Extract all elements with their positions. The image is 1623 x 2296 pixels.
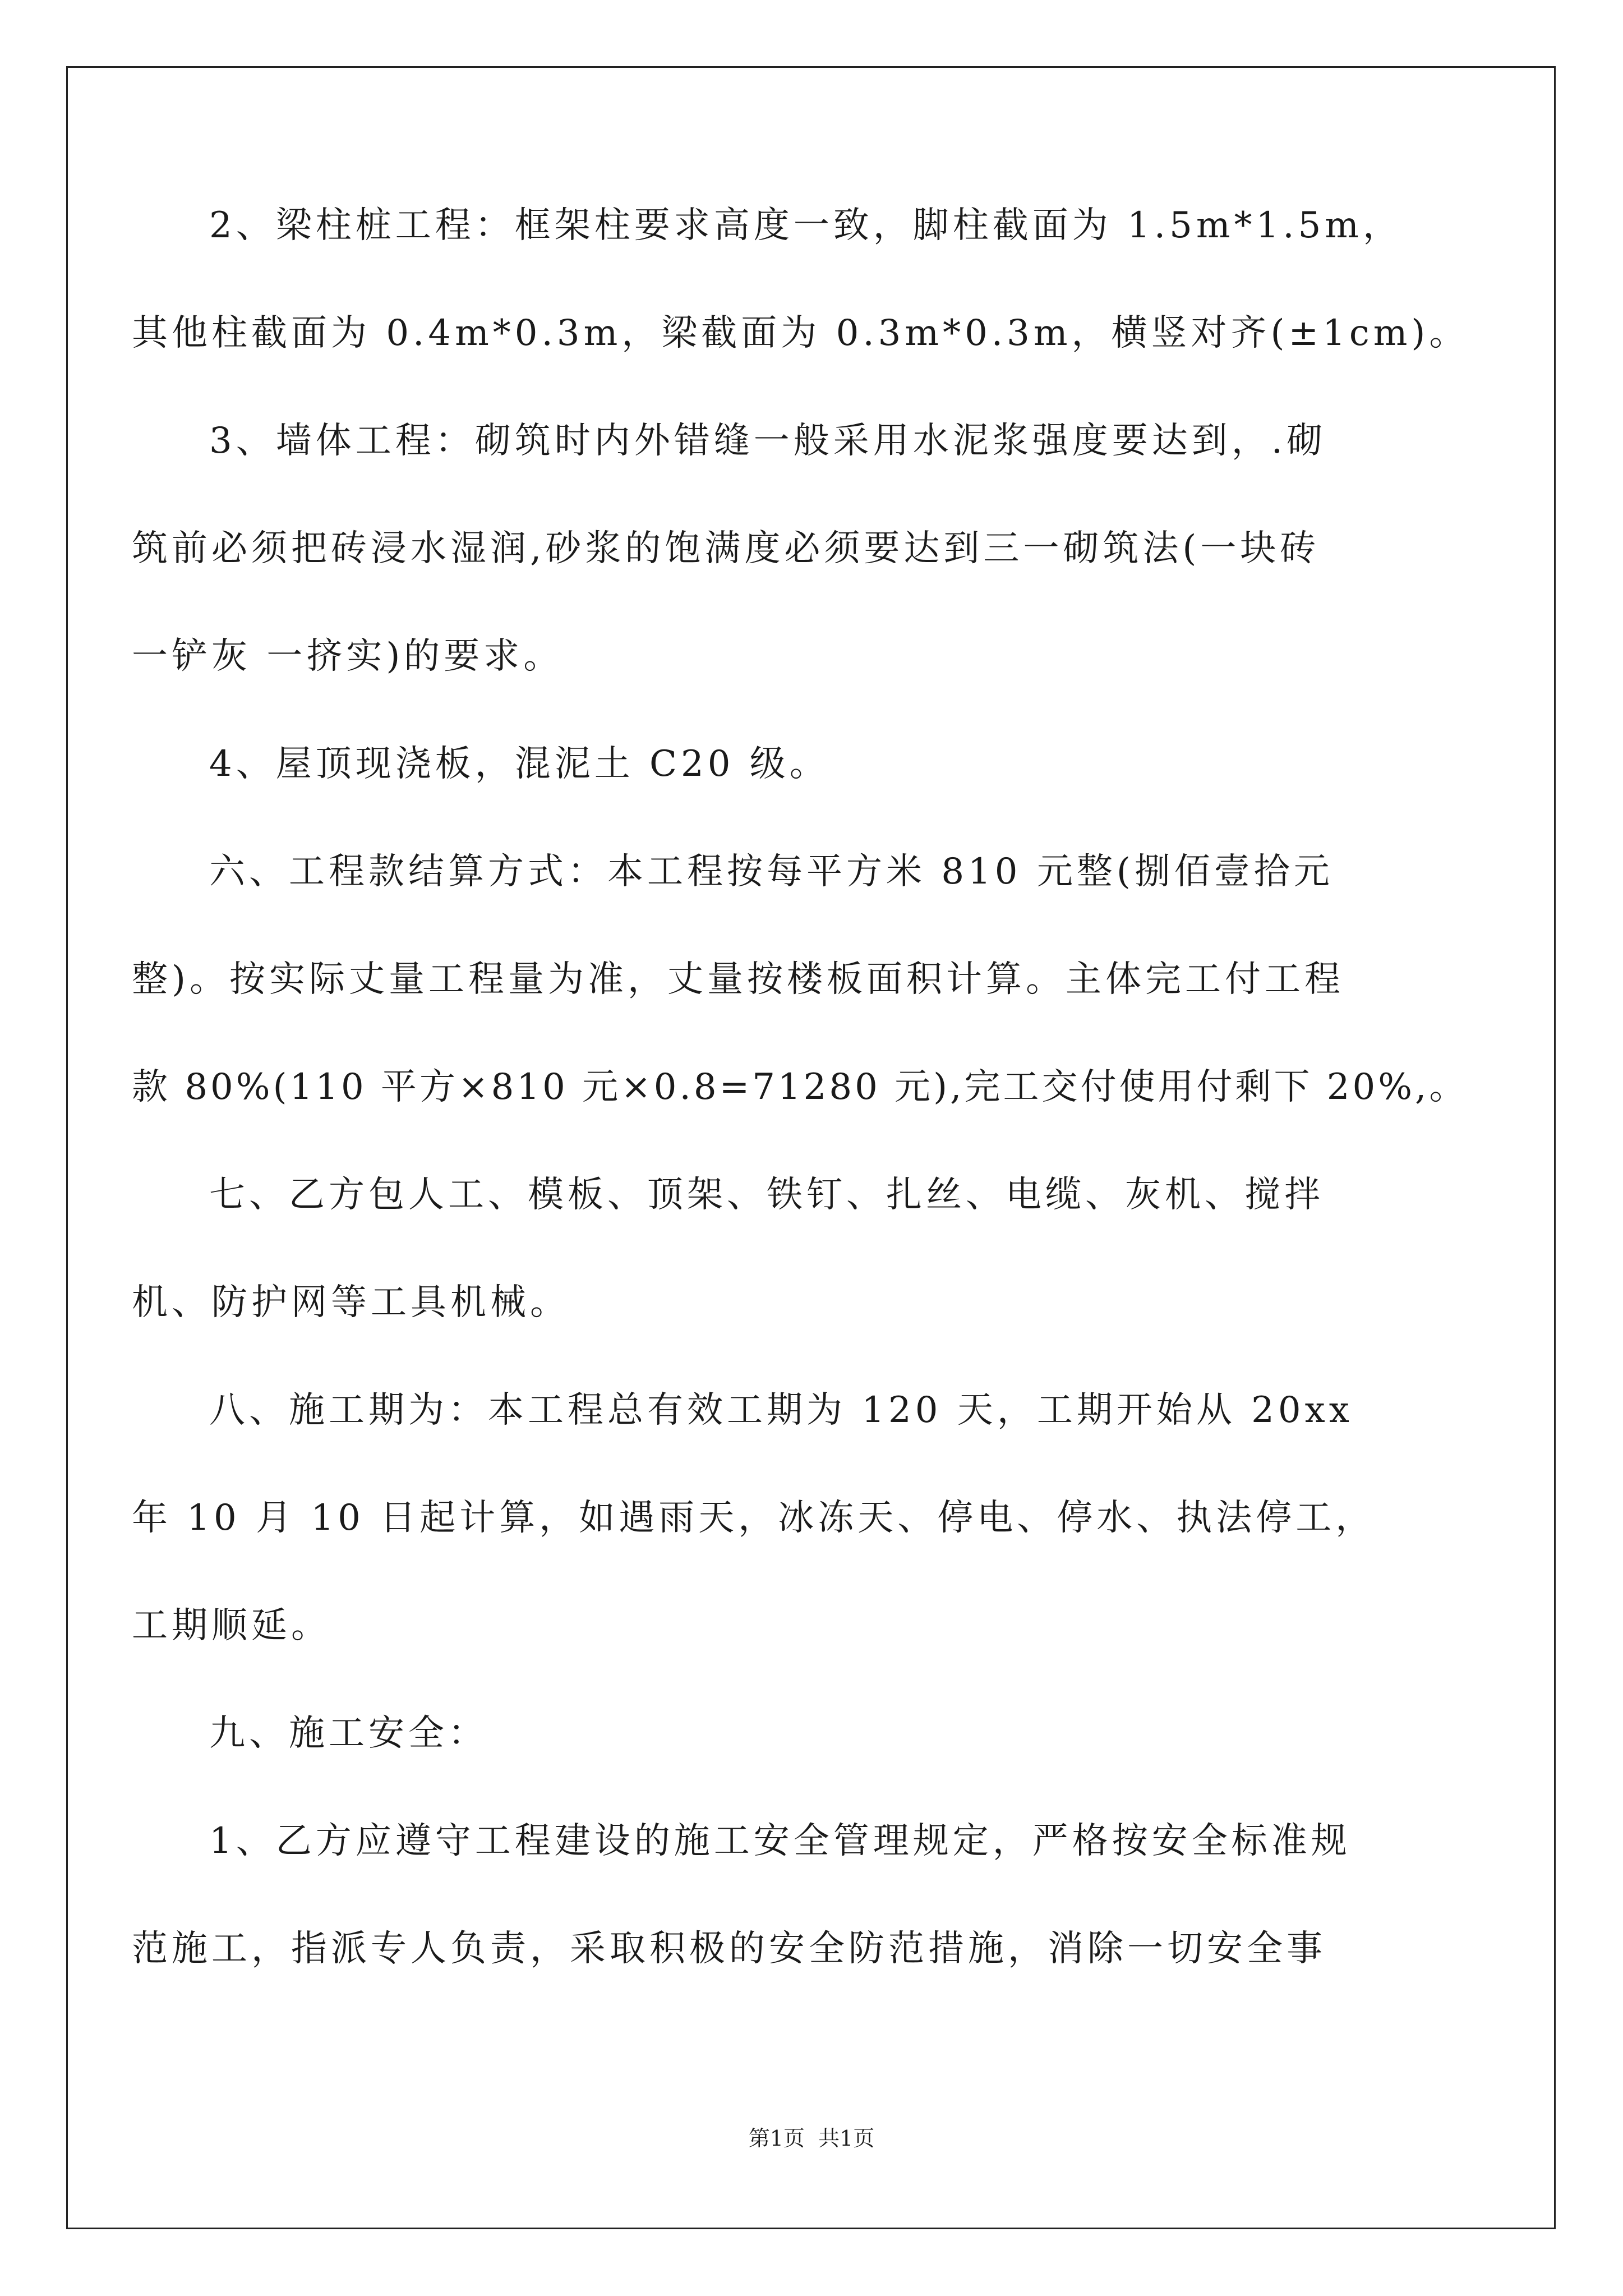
paragraph-line: 工期顺延。 [132, 1605, 331, 1646]
paragraph-line: 机、防护网等工具机械。 [132, 1282, 570, 1323]
paragraph-line: 3、墙体工程：砌筑时内外错缝一般采用水泥浆强度要达到，.砌 [209, 420, 1327, 462]
paragraph-line: 1、乙方应遵守工程建设的施工安全管理规定，严格按安全标准规 [209, 1820, 1351, 1862]
paragraph-line: 六、工程款结算方式：本工程按每平方米 810 元整(捌佰壹拾元 [209, 851, 1334, 892]
paragraph-line: 一铲灰 一挤实)的要求。 [132, 636, 564, 677]
paragraph-line: 九、施工安全： [209, 1713, 488, 1754]
document-body [132, 205, 1489, 2039]
paragraph-line: 整)。按实际丈量工程量为准，丈量按楼板面积计算。主体完工付工程 [132, 959, 1344, 1000]
page-footer: 第1页 共1页 [748, 2126, 875, 2151]
paragraph-line: 2、梁柱桩工程：框架柱要求高度一致，脚柱截面为 1.5m*1.5m， [209, 205, 1403, 246]
paragraph-line: 年 10 月 10 日起计算，如遇雨天，冰冻天、停电、停水、执法停工， [132, 1497, 1376, 1539]
paragraph-line: 七、乙方包人工、模板、顶架、铁钉、扎丝、电缆、灰机、搅拌 [209, 1174, 1324, 1216]
paragraph-line: 八、施工期为：本工程总有效工期为 120 天，工期开始从 20xx [209, 1389, 1353, 1431]
paragraph-line: 范施工，指派专人负责，采取积极的安全防范措施，消除一切安全事 [132, 1928, 1326, 1970]
paragraph-line: 4、屋顶现浇板，混泥土 C20 级。 [209, 743, 829, 785]
paragraph-line: 其他柱截面为 0.4m*0.3m，梁截面为 0.3m*0.3m，横竖对齐(±1cm)。 [132, 312, 1469, 354]
paragraph-line: 筑前必须把砖浸水湿润,砂浆的饱满度必须要达到三一砌筑法(一块砖 [132, 528, 1320, 569]
paragraph-line: 款 80%(110 平方×810 元×0.8=71280 元),完工交付使用付剩下 20%,。 [132, 1066, 1468, 1108]
